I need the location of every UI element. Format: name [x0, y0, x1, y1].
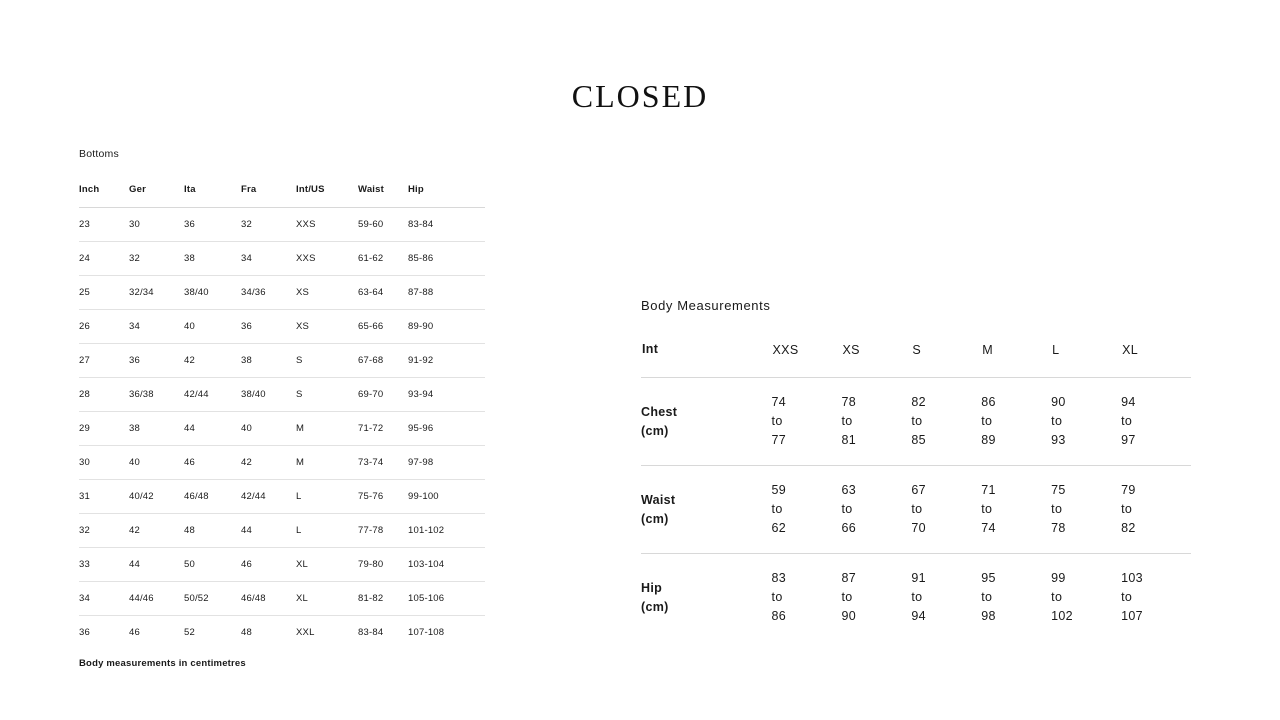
cell-ita: 50 — [184, 548, 241, 582]
cell-ger: 40/42 — [129, 480, 184, 514]
value-connector: to — [771, 590, 783, 604]
value-upto: 85 — [911, 433, 926, 447]
cell-ita: 40 — [184, 310, 241, 344]
cell-waist: 81-82 — [358, 582, 408, 616]
value-from: 91 — [911, 571, 926, 585]
cell-int-us: XS — [296, 310, 358, 344]
cell-chest-xxs — [772, 378, 842, 466]
cell-int-us: XXS — [296, 208, 358, 242]
value-upto: 102 — [1051, 609, 1073, 623]
column-header-xxs: XXS — [772, 339, 842, 378]
cell-hip: 85-86 — [408, 242, 485, 276]
value-from: 99 — [1051, 571, 1066, 585]
value-connector: to — [841, 590, 853, 604]
cell-waist: 65-66 — [358, 310, 408, 344]
column-header-inch: Inch — [79, 184, 129, 208]
cell-hip: 93-94 — [408, 378, 485, 412]
cell-inch: 24 — [79, 242, 129, 276]
cell-hip: 103-104 — [408, 548, 485, 582]
cell-ger: 46 — [129, 627, 140, 638]
cell-hip-l — [1051, 554, 1121, 642]
table-row-hip — [641, 554, 1191, 642]
cell-hip: 107-108 — [408, 627, 445, 638]
column-header-fra: Fra — [241, 184, 296, 208]
cell-ita: 46 — [184, 446, 241, 480]
table-row — [79, 446, 485, 480]
row-label-chest — [641, 378, 772, 466]
cell-hip: 105-106 — [408, 582, 485, 616]
value-from: 78 — [841, 395, 856, 409]
value-connector: to — [911, 414, 923, 428]
value-upto: 62 — [771, 521, 787, 535]
value-from: 79 — [1121, 483, 1136, 497]
cell-waist-xl — [1121, 466, 1191, 554]
cell-chest-xl — [1121, 378, 1191, 466]
cell-hip: 87-88 — [408, 276, 485, 310]
bottoms-size-table-block — [79, 148, 485, 649]
cell-inch: 29 — [79, 412, 129, 446]
cell-fra: 38/40 — [241, 378, 296, 412]
cell-ger: 44/46 — [129, 582, 184, 616]
value-from: 67 — [911, 483, 926, 497]
cell-inch: 31 — [79, 480, 129, 514]
value-connector: to — [841, 502, 853, 516]
table-row-chest — [641, 378, 1191, 466]
cell-waist-xxs — [772, 466, 842, 554]
value-upto: 70 — [911, 521, 926, 535]
cell-hip-xl — [1121, 554, 1191, 642]
cell-fra: 34/36 — [241, 276, 296, 310]
cell-ger: 44 — [129, 548, 184, 582]
value-upto: 78 — [1051, 521, 1066, 535]
value-from: 63 — [841, 483, 856, 497]
cell-int-us: S — [296, 378, 358, 412]
column-header-ger: Ger — [129, 184, 184, 208]
cell-waist: 67-68 — [358, 344, 408, 378]
cell-waist-xs — [841, 466, 911, 554]
cell-fra: 38 — [241, 344, 296, 378]
cell-int-us: M — [296, 446, 358, 480]
cell-fra: 32 — [241, 208, 296, 242]
value-connector: to — [981, 502, 993, 516]
value-upto: 81 — [841, 433, 856, 447]
cell-waist-l — [1051, 466, 1121, 554]
cell-fra: 44 — [241, 514, 296, 548]
value-upto: 97 — [1121, 433, 1136, 447]
cell-ita: 36 — [184, 208, 241, 242]
cell-inch: 28 — [79, 378, 129, 412]
cell-inch: 30 — [79, 446, 129, 480]
column-header-int-us: Int/US — [296, 184, 358, 208]
cell-waist: 79-80 — [358, 548, 408, 582]
cell-inch: 25 — [79, 276, 129, 310]
table-row — [79, 480, 485, 514]
table-row — [79, 344, 485, 378]
cell-ger: 38 — [129, 412, 184, 446]
value-from: 86 — [981, 395, 996, 409]
column-header-xs: XS — [841, 339, 911, 378]
body-measurements-table — [641, 339, 1191, 641]
cell-fra: 46/48 — [241, 582, 296, 616]
column-header-ita: Ita — [184, 184, 241, 208]
footnote-body-measurements: Body measurements in centimetres — [79, 658, 246, 669]
value-from: 59 — [771, 483, 787, 497]
cell-int-us: L — [296, 480, 358, 514]
cell-waist: 59-60 — [358, 208, 408, 242]
cell-fra: 36 — [241, 310, 296, 344]
table-header-row — [641, 339, 1191, 378]
cell-ger: 30 — [129, 208, 184, 242]
table-row — [79, 242, 485, 276]
cell-ger: 36/38 — [129, 378, 184, 412]
row-label-hip — [641, 554, 772, 642]
cell-hip: 97-98 — [408, 446, 485, 480]
row-label-waist — [641, 466, 772, 554]
cell-fra: 46 — [241, 548, 296, 582]
table-row — [79, 378, 485, 412]
column-header-hip: Hip — [408, 184, 485, 208]
cell-ita: 38 — [184, 242, 241, 276]
cell-waist: 63-64 — [358, 276, 408, 310]
cell-hip: 99-100 — [408, 480, 485, 514]
value-from: 71 — [981, 483, 996, 497]
column-header-s: S — [911, 339, 981, 378]
cell-int-us: XL — [296, 582, 358, 616]
cell-ita: 42 — [184, 344, 241, 378]
value-upto: 90 — [841, 609, 856, 623]
value-upto: 74 — [981, 521, 996, 535]
value-connector: to — [771, 502, 783, 516]
cell-ger: 34 — [129, 310, 184, 344]
brand-logo: CLOSED — [571, 78, 709, 114]
row-label-waist-unit: (cm) — [641, 511, 669, 526]
value-upto: 77 — [771, 433, 787, 447]
table-row — [79, 514, 485, 548]
cell-int-us: XS — [296, 276, 358, 310]
value-connector: to — [1051, 414, 1063, 428]
value-connector: to — [1051, 590, 1063, 604]
cell-waist: 77-78 — [358, 514, 408, 548]
table-header-row — [79, 184, 485, 208]
cell-hip: 95-96 — [408, 412, 485, 446]
cell-ita: 52 — [184, 627, 195, 638]
value-connector: to — [1121, 590, 1133, 604]
cell-chest-xs — [841, 378, 911, 466]
table-row — [79, 582, 485, 616]
value-upto: 93 — [1051, 433, 1066, 447]
cell-waist-m — [981, 466, 1051, 554]
cell-ita: 48 — [184, 514, 241, 548]
cell-inch: 23 — [79, 208, 129, 242]
column-header-xl: XL — [1121, 339, 1191, 378]
cell-ger: 36 — [129, 344, 184, 378]
row-label-chest-name: Chest — [641, 404, 678, 419]
body-measurements-block — [641, 298, 1191, 641]
value-upto: 94 — [911, 609, 926, 623]
cell-hip: 89-90 — [408, 310, 485, 344]
cell-int-us: XXS — [296, 242, 358, 276]
body-measurements-title: Body Measurements — [641, 298, 771, 313]
value-connector: to — [771, 414, 783, 428]
cell-hip-xs — [841, 554, 911, 642]
value-connector: to — [981, 590, 993, 604]
cell-waist: 83-84 — [358, 627, 384, 638]
value-upto: 66 — [841, 521, 856, 535]
value-connector: to — [1121, 414, 1133, 428]
cell-inch: 36 — [79, 627, 90, 638]
cell-waist: 73-74 — [358, 446, 408, 480]
value-connector: to — [911, 502, 923, 516]
cell-waist: 75-76 — [358, 480, 408, 514]
value-connector: to — [911, 590, 923, 604]
cell-fra: 48 — [241, 627, 252, 638]
value-upto: 82 — [1121, 521, 1136, 535]
bottoms-size-table — [79, 184, 485, 649]
cell-fra: 42/44 — [241, 480, 296, 514]
table-row — [79, 412, 485, 446]
value-from: 87 — [841, 571, 856, 585]
cell-fra: 34 — [241, 242, 296, 276]
value-upto: 98 — [981, 609, 996, 623]
value-from: 90 — [1051, 395, 1066, 409]
value-from: 74 — [771, 395, 787, 409]
cell-ita: 44 — [184, 412, 241, 446]
value-connector: to — [1121, 502, 1133, 516]
value-from: 103 — [1121, 571, 1143, 585]
value-upto: 86 — [771, 609, 787, 623]
cell-int-us: S — [296, 344, 358, 378]
cell-hip: 91-92 — [408, 344, 485, 378]
value-from: 94 — [1121, 395, 1136, 409]
bottoms-caption: Bottoms — [79, 148, 119, 160]
row-label-hip-name: Hip — [641, 580, 663, 595]
cell-ger: 32 — [129, 242, 184, 276]
row-label-chest-unit: (cm) — [641, 423, 669, 438]
value-connector: to — [841, 414, 853, 428]
value-connector: to — [981, 414, 993, 428]
cell-hip-s — [911, 554, 981, 642]
cell-hip: 101-102 — [408, 514, 485, 548]
cell-inch: 32 — [79, 514, 129, 548]
table-row — [79, 310, 485, 344]
cell-chest-s — [911, 378, 981, 466]
cell-ita: 46/48 — [184, 480, 241, 514]
cell-inch: 27 — [79, 344, 129, 378]
cell-inch: 33 — [79, 548, 129, 582]
cell-ger: 42 — [129, 514, 184, 548]
table-row — [79, 616, 485, 650]
value-from: 82 — [911, 395, 926, 409]
table-row-waist — [641, 466, 1191, 554]
cell-chest-m — [981, 378, 1051, 466]
value-connector: to — [1051, 502, 1063, 516]
cell-int-us: XL — [296, 548, 358, 582]
value-from: 75 — [1051, 483, 1066, 497]
cell-waist: 69-70 — [358, 378, 408, 412]
cell-int-us: L — [296, 514, 358, 548]
cell-hip-xxs — [772, 554, 842, 642]
column-header-int: Int — [641, 339, 772, 378]
cell-int-us: M — [296, 412, 358, 446]
column-header-l: L — [1051, 339, 1121, 378]
cell-inch: 34 — [79, 582, 129, 616]
cell-ger: 40 — [129, 446, 184, 480]
value-upto: 89 — [981, 433, 996, 447]
cell-fra: 40 — [241, 412, 296, 446]
table-row — [79, 276, 485, 310]
cell-ger: 32/34 — [129, 276, 184, 310]
cell-ita: 50/52 — [184, 582, 241, 616]
cell-int-us: XXL — [296, 627, 315, 638]
cell-waist: 61-62 — [358, 242, 408, 276]
cell-ita: 42/44 — [184, 378, 241, 412]
value-upto: 107 — [1121, 609, 1143, 623]
row-label-hip-unit: (cm) — [641, 599, 669, 614]
column-header-m: M — [981, 339, 1051, 378]
cell-waist-s — [911, 466, 981, 554]
row-label-waist-name: Waist — [641, 492, 676, 507]
table-row — [79, 548, 485, 582]
cell-inch: 26 — [79, 310, 129, 344]
value-from: 83 — [771, 571, 787, 585]
cell-waist: 71-72 — [358, 412, 408, 446]
column-header-waist: Waist — [358, 184, 408, 208]
value-from: 95 — [981, 571, 996, 585]
cell-chest-l — [1051, 378, 1121, 466]
cell-hip-m — [981, 554, 1051, 642]
cell-fra: 42 — [241, 446, 296, 480]
cell-ita: 38/40 — [184, 276, 241, 310]
cell-hip: 83-84 — [408, 208, 485, 242]
table-row — [79, 208, 485, 242]
